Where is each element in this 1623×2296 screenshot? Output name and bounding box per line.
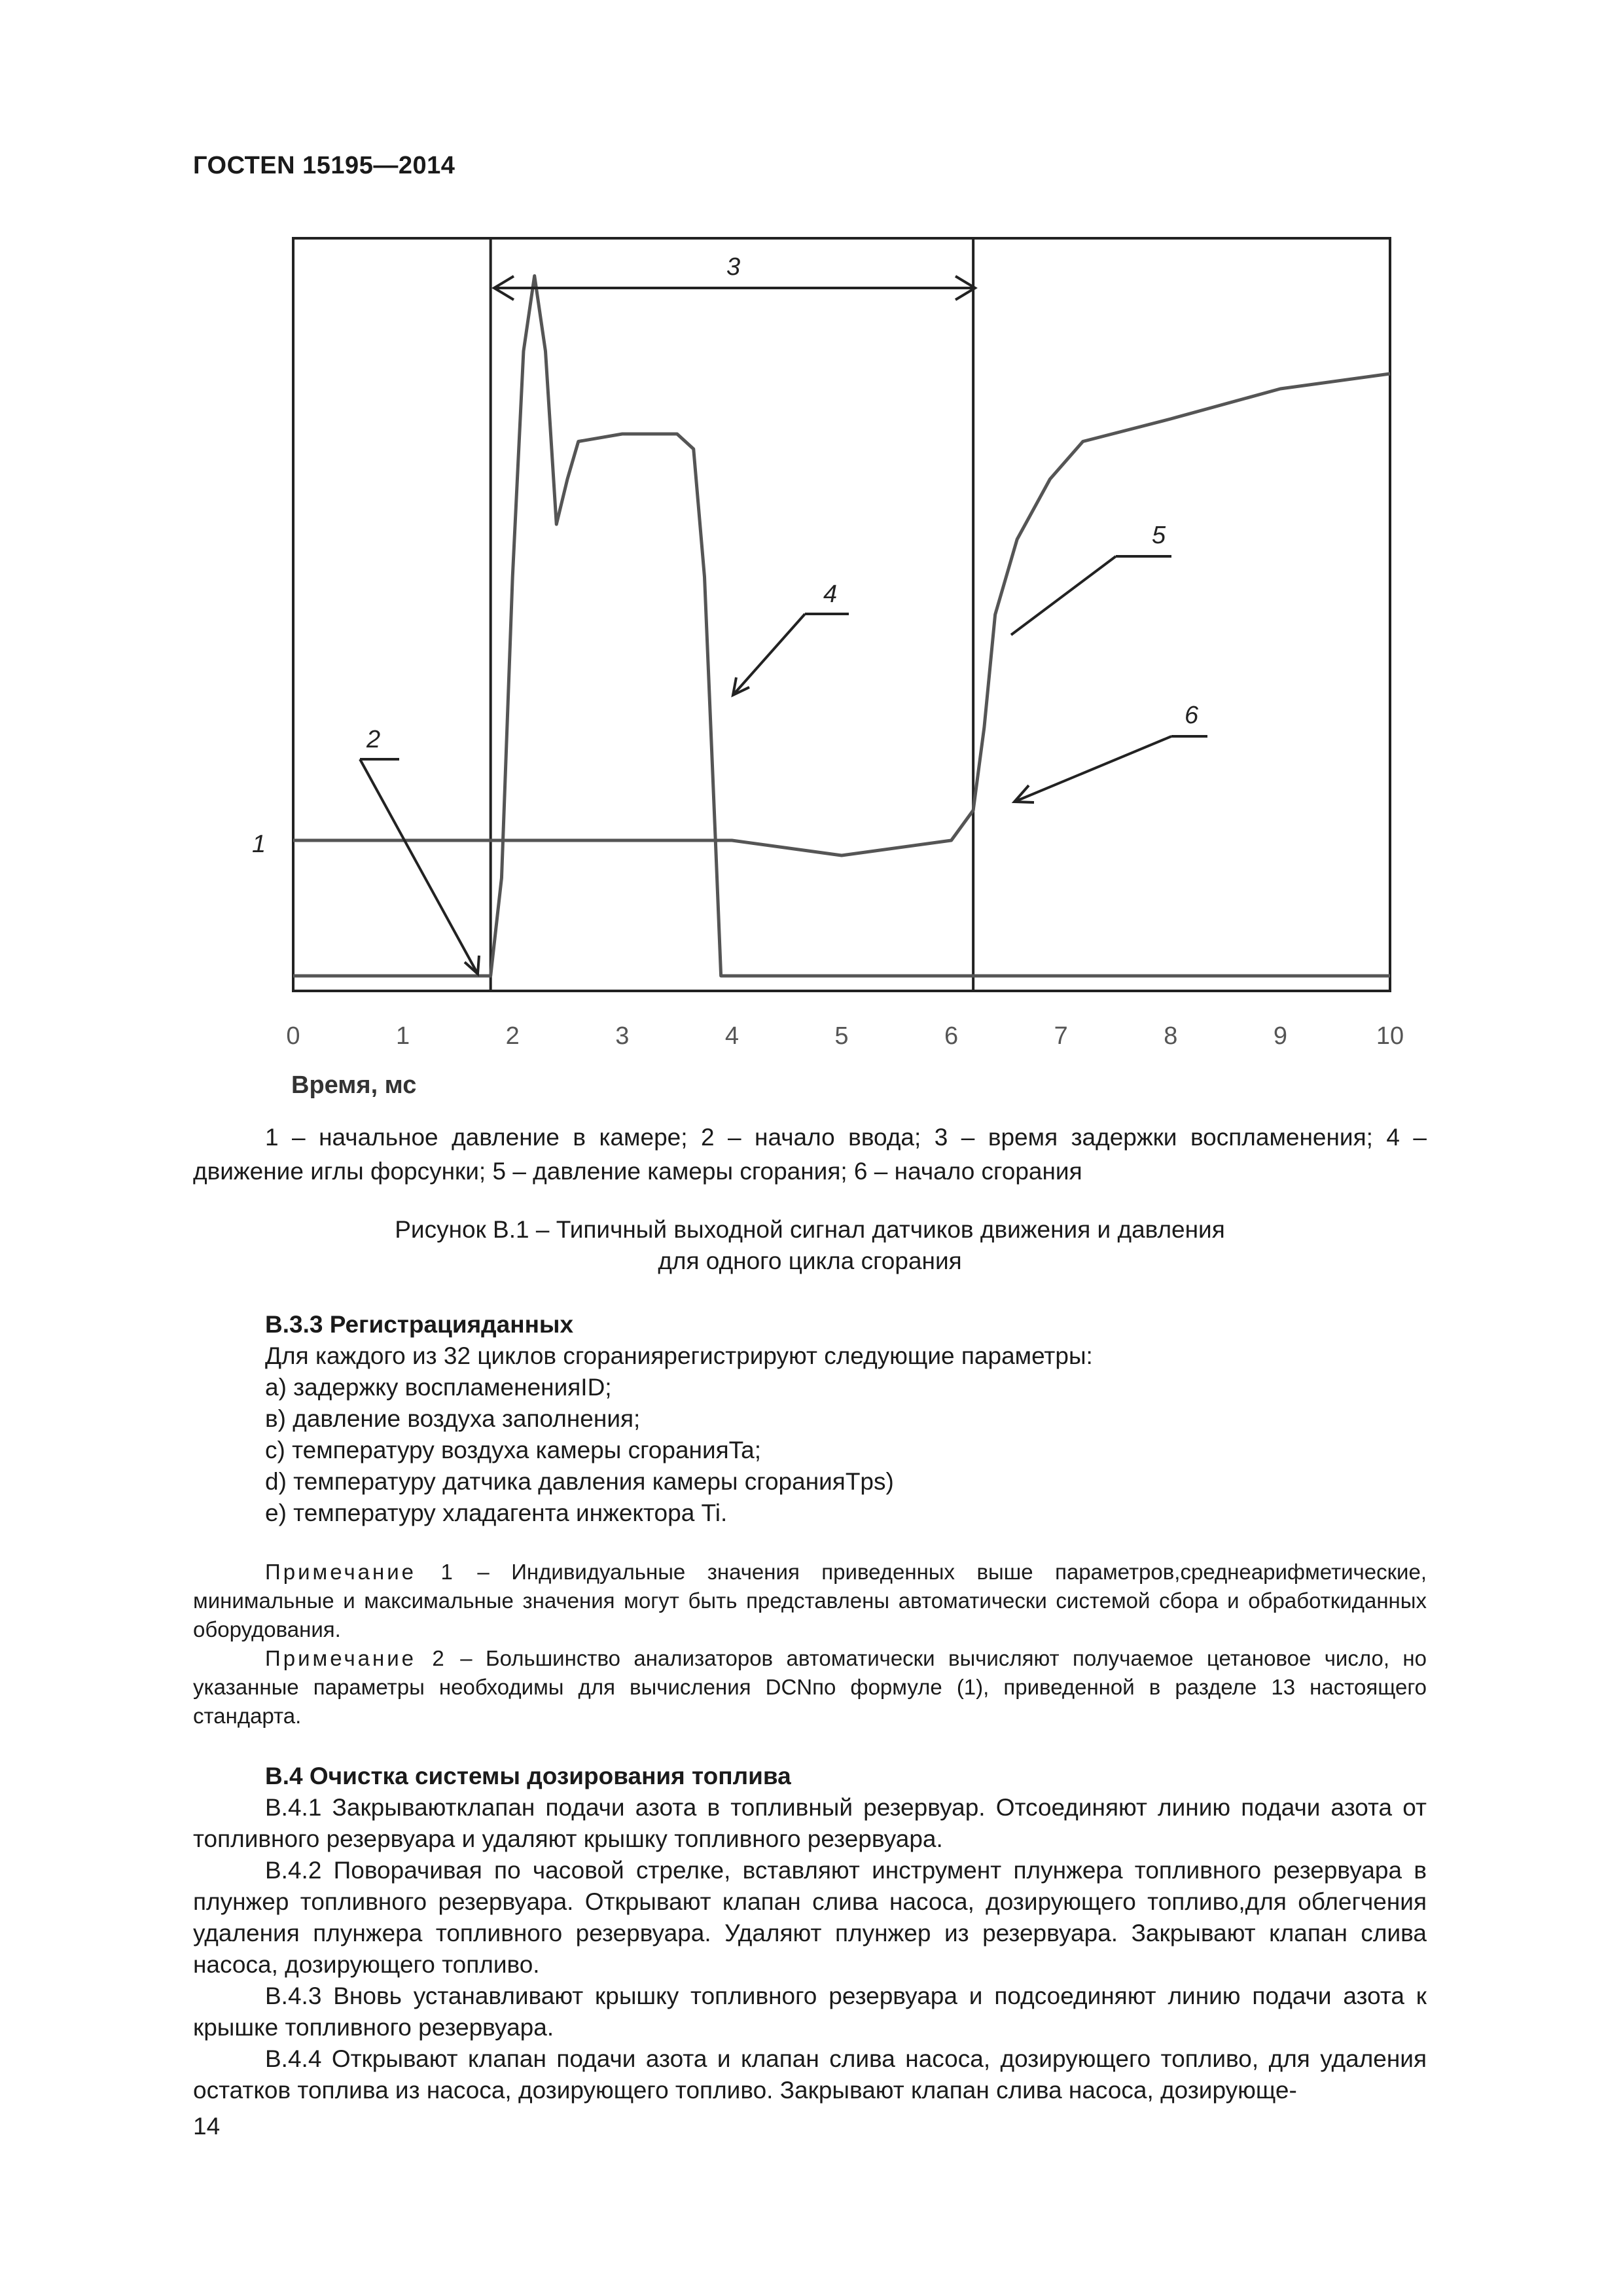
section-b4 xyxy=(193,1761,1427,2106)
list-item: в) давление воздуха заполнения; xyxy=(265,1405,641,1432)
note-2-text: – Большинство анализаторов автоматически вычисляют получаемое цетановое число, но указанные параметры необходимы для вычисления DCNпо формуле (1), приведенной в разделе 13 настоящего стандарта. xyxy=(193,1646,1427,1728)
section-b4-heading: В.4 Очистка системы дозирования топлива xyxy=(265,1763,791,1789)
x-tick-label: 1 xyxy=(396,1022,410,1050)
callout-label-4: 4 xyxy=(823,581,838,608)
section-b33 xyxy=(193,1309,1427,1529)
series-layer xyxy=(293,276,1390,977)
x-tick-label: 4 xyxy=(724,1022,739,1050)
notes-block xyxy=(193,1558,1427,1731)
list-item: а) задержку воспламененияID; xyxy=(265,1374,612,1401)
page-number: 14 xyxy=(193,2113,221,2140)
paragraph-b43: В.4.3 Вновь устанавливают крышку топливного резервуара и подсоединяют линию подачи азота к крышке топливного резервуара. xyxy=(193,1982,1427,2041)
delay-markers xyxy=(491,238,973,991)
x-tick-label: 10 xyxy=(1376,1022,1404,1050)
note-2 xyxy=(193,1644,1427,1731)
paragraph-b44: В.4.4 Открывают клапан подачи азота и клапан слива насоса, дозирующего топливо, для удаления остатков топлива из насоса, дозирующего топливо. Закрывают клапан слива насоса, дозирующе- xyxy=(193,2045,1427,2104)
callout-label-1: 1 xyxy=(252,831,266,858)
callout-label-2: 2 xyxy=(366,726,381,753)
x-tick-label: 2 xyxy=(505,1022,520,1050)
note-2-label: Примечание 2 xyxy=(265,1646,447,1670)
x-tick-label: 6 xyxy=(944,1022,959,1050)
note-1 xyxy=(193,1558,1427,1644)
x-tick-label: 7 xyxy=(1054,1022,1068,1050)
figure-title xyxy=(193,1214,1427,1277)
figure-legend xyxy=(193,1121,1427,1189)
callout-label-5: 5 xyxy=(1152,522,1166,549)
paragraph-b42: В.4.2 Поворачивая по часовой стрелке, вставляют инструмент плунжера топливного резервуара в плунжер топливного резервуара. Открывают клапан слива насоса, дозирующего топливо,для облегчения удаления плунжера топливного резервуара. Удаляют плунжер из резервуара. Закрывают клапан слива насоса, дозирующего топливо. xyxy=(193,1857,1427,1978)
figure-title-line1: Рисунок В.1 – Типичный выходной сигнал датчиков движения и давления xyxy=(395,1216,1225,1243)
note-1-label: Примечание 1 xyxy=(265,1560,455,1584)
callout-label-3: 3 xyxy=(726,253,741,281)
x-tick-labels xyxy=(286,1022,1404,1050)
signal-chart xyxy=(223,216,1466,1119)
x-axis-label: Время, мс xyxy=(291,1071,417,1099)
callout-5-pressure xyxy=(1011,556,1171,635)
note-1-text: – Индивидуальные значения приведенных выше параметров,среднеарифметические, минимальные и максимальные значения могут быть представлены автоматически системой сбора и обработкиданных оборудования. xyxy=(193,1560,1427,1641)
series-needle_motion xyxy=(293,276,1390,977)
callout-6-combustion xyxy=(1014,736,1207,802)
section-b33-heading: В.3.3 Регистрацияданных xyxy=(265,1311,574,1338)
list-item: е) температуру хладагента инжектора Ti. xyxy=(265,1499,728,1526)
list-item: с) температуру воздуха камеры сгоранияTa; xyxy=(265,1437,762,1463)
document-header: ГОСТЕN 15195—2014 xyxy=(193,152,455,179)
callout-4-needle xyxy=(733,614,849,695)
x-tick-label: 9 xyxy=(1273,1022,1287,1050)
section-b33-intro: Для каждого из 32 циклов сгораниярегистрируют следующие параметры: xyxy=(265,1342,1093,1369)
figure-title-line2: для одного цикла сгорания xyxy=(658,1247,962,1274)
callout-2-injection xyxy=(360,759,479,974)
x-tick-label: 3 xyxy=(615,1022,630,1050)
callout-label-6: 6 xyxy=(1185,702,1199,729)
x-tick-label: 0 xyxy=(286,1022,300,1050)
paragraph-b41: В.4.1 Закрываютклапан подачи азота в топливный резервуар. Отсоединяют линию подачи азота от топливного резервуара и удаляют крышку топливного резервуара. xyxy=(193,1794,1427,1852)
x-tick-label: 8 xyxy=(1164,1022,1178,1050)
legend-text: 1 – начальное давление в камере; 2 – начало ввода; 3 – время задержки воспламенения; 4 – движение иглы форсунки; 5 – давление камеры сгорания; 6 – начало сгорания xyxy=(193,1124,1427,1185)
list-item: d) температуру датчика давления камеры сгоранияTps) xyxy=(265,1468,894,1495)
x-tick-label: 5 xyxy=(834,1022,849,1050)
